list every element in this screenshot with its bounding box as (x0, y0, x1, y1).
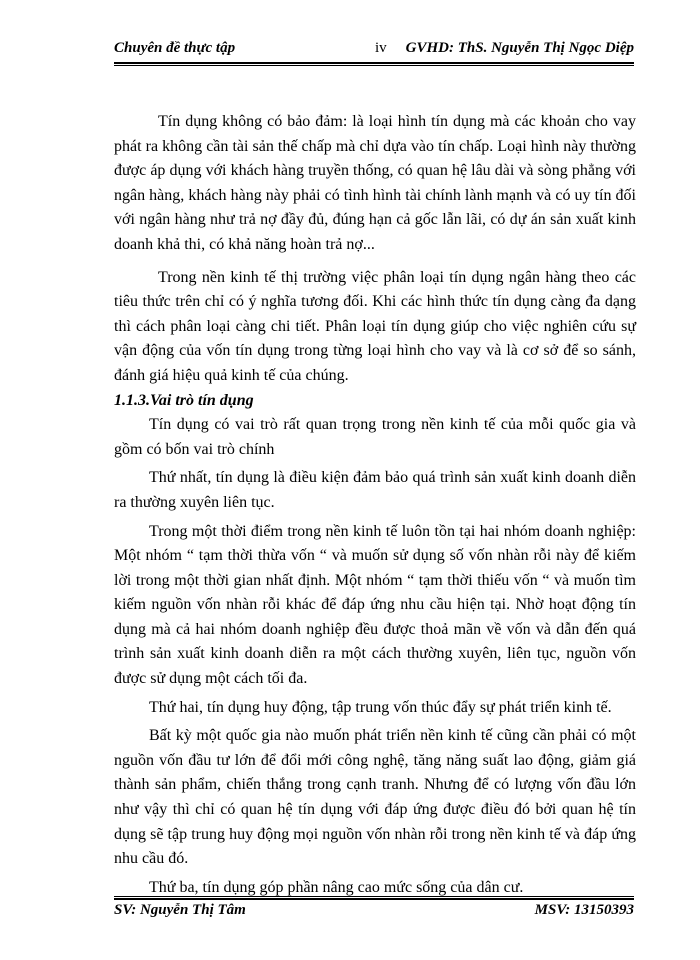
paragraph-third-role: Thứ ba, tín dụng góp phần nâng cao mức sống của dân cư. (149, 878, 524, 896)
footer-student-id: MSV: 13150393 (534, 902, 634, 918)
page-footer (114, 902, 634, 924)
page-header (114, 40, 634, 62)
paragraph-second-role: Thứ hai, tín dụng huy động, tập trung vốn thúc đẩy sự phát triển kinh tế. (149, 698, 612, 716)
paragraph-role-intro: Tín dụng có vai trò rất quan trọng trong nền kinh tế của mỗi quốc gia và gồm có bốn vai trò chính (114, 416, 636, 458)
footer-rule (114, 896, 634, 900)
paragraph-unsecured-credit: Tín dụng không có bảo đảm: là loại hình tín dụng mà các khoản cho vay phát ra không cần tài sản thế chấp mà chỉ dựa vào tín chấp. Loại hình này thường được áp dụng với khách hàng truyền thống, có quan hệ lâu dài và sòng phẳng với ngân hàng, khách hàng này phải có tình hình tài chính lành mạnh và có uy tín đối với ngân hàng như trả nợ đầy đủ, đúng hạn cả gốc lẫn lãi, có dự án sản xuất kinh doanh khả thi, có khả năng hoàn trả nợ... (114, 113, 636, 253)
section-heading: 1.1.3.Vai trò tín dụng (114, 391, 254, 409)
paragraph-classification: Trong nền kinh tế thị trường việc phân loại tín dụng ngân hàng theo các tiêu thức trên chỉ có ý nghĩa tương đối. Khi các hình thức tín dụng càng đa dạng thì cách phân loại càng chi tiết. Phân loại tín dụng giúp cho việc nghiên cứu sự vận động của vốn tín dụng trong từng loại hình cho vay và là cơ sở để so sánh, đánh giá hiệu quả kinh tế của chúng. (114, 268, 636, 384)
page-body (114, 110, 636, 900)
paragraph-capital: Bất kỳ một quốc gia nào muốn phát triển nền kinh tế cũng cần phải có một nguồn vốn đầu tư lớn để đổi mới công nghệ, tăng năng suất lao động, giảm giá thành sản phẩm, chiến thắng trong cạnh tranh. Nhưng để có lượng vốn đầu lớn như vậy thì chỉ có quan hệ tín dụng với đáp ứng được điều đó bởi quan hệ tín dụng sẽ tập trung huy động mọi nguồn vốn nhàn rỗi trong nền kinh tế và đáp ứng nhu cầu đó. (114, 727, 636, 868)
footer-student-name: SV: Nguyễn Thị Tâm (114, 902, 246, 918)
header-document-title: Chuyên đề thực tập (114, 40, 236, 56)
header-supervisor: GVHD: ThS. Nguyễn Thị Ngọc Diệp (405, 40, 634, 56)
header-page-number: iv (375, 40, 387, 56)
header-rule (114, 62, 634, 66)
paragraph-first-role: Thứ nhất, tín dụng là điều kiện đảm bảo quá trình sản xuất kinh doanh diễn ra thường xuyên liên tục. (114, 469, 636, 511)
paragraph-two-groups: Trong một thời điểm trong nền kinh tế luôn tồn tại hai nhóm doanh nghiệp: Một nhóm “ tạm thời thừa vốn “ và muốn sử dụng số vốn nhàn rỗi này để kiếm lời trong một thời gian nhất định. Một nhóm “ tạm thời thiếu vốn “ và muốn tìm kiếm nguồn vốn nhàn rỗi khác để đáp ứng nhu cầu hiện tại. Nhờ hoạt động tín dụng mà cả hai nhóm doanh nghiệp đều được thoả mãn về vốn và dẫn đến quá trình sản xuất kinh doanh diễn ra một cách thường xuyên, liên tục, nguồn vốn được sử dụng một cách tối đa. (114, 522, 636, 688)
